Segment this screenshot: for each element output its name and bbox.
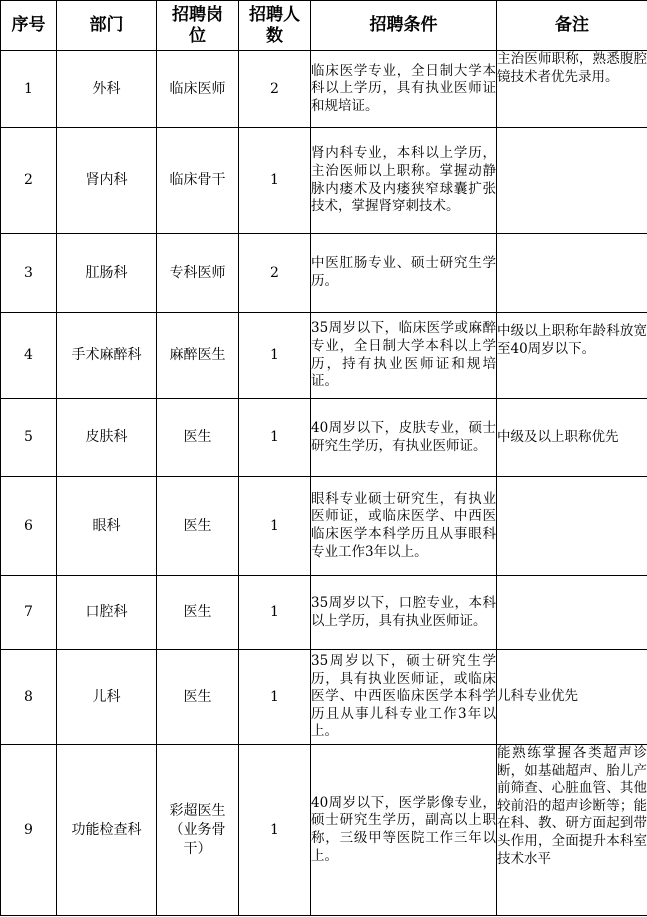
table-row bbox=[1, 745, 647, 916]
row-department: 儿科 bbox=[57, 650, 157, 745]
row-position: 医生 bbox=[157, 650, 239, 745]
row-requirements: 40周岁以下，医学影像专业，硕士研究生学历，副高以上职称，三级甲等医院工作三年以上。 bbox=[311, 745, 497, 916]
row-position: 医生 bbox=[157, 576, 239, 650]
row-index: 9 bbox=[1, 745, 57, 916]
table-row bbox=[1, 313, 647, 399]
row-index: 6 bbox=[1, 477, 57, 576]
table-row bbox=[1, 576, 647, 650]
row-requirements: 35周岁以下，临床医学或麻醉专业，全日制大学本科以上学历，持有执业医师证和规培证。 bbox=[311, 313, 497, 399]
row-notes: 主治医师职称，熟悉腹腔镜技术者优先录用。 bbox=[497, 51, 647, 128]
row-requirements: 35周岁以下，硕士研究生学历，具有执业医师证，或临床医学、中西医临床医学本科学历且从事儿科专业工作3年以上。 bbox=[311, 650, 497, 745]
table-row bbox=[1, 234, 647, 313]
row-count: 1 bbox=[239, 650, 311, 745]
row-requirements: 眼科专业硕士研究生，有执业医师证，或临床医学、中西医临床医学本科学历且从事眼科专业工作3年以上。 bbox=[311, 477, 497, 576]
row-notes bbox=[497, 576, 647, 650]
row-index: 3 bbox=[1, 234, 57, 313]
row-count: 1 bbox=[239, 313, 311, 399]
row-position: 专科医师 bbox=[157, 234, 239, 313]
row-count: 1 bbox=[239, 477, 311, 576]
header-position: 招聘岗位 bbox=[157, 1, 239, 51]
row-count: 2 bbox=[239, 234, 311, 313]
row-position: 彩超医生（业务骨干） bbox=[157, 745, 239, 916]
row-notes: 中级以上职称年龄科放宽至40周岁以下。 bbox=[497, 313, 647, 399]
row-index: 4 bbox=[1, 313, 57, 399]
row-count: 1 bbox=[239, 128, 311, 234]
header-count: 招聘人数 bbox=[239, 1, 311, 51]
row-notes bbox=[497, 477, 647, 576]
row-notes bbox=[497, 234, 647, 313]
row-department: 肛肠科 bbox=[57, 234, 157, 313]
row-count: 2 bbox=[239, 51, 311, 128]
row-department: 功能检查科 bbox=[57, 745, 157, 916]
table-row bbox=[1, 399, 647, 477]
row-count: 1 bbox=[239, 399, 311, 477]
header-row bbox=[1, 1, 647, 51]
row-requirements: 40周岁以下，皮肤专业，硕士研究生学历，有执业医师证。 bbox=[311, 399, 497, 477]
row-requirements: 临床医学专业，全日制大学本科以上学历，具有执业医师证和规培证。 bbox=[311, 51, 497, 128]
row-department: 手术麻醉科 bbox=[57, 313, 157, 399]
row-index: 5 bbox=[1, 399, 57, 477]
row-notes: 儿科专业优先 bbox=[497, 650, 647, 745]
header-index: 序号 bbox=[1, 1, 57, 51]
table-row bbox=[1, 128, 647, 234]
row-notes: 中级及以上职称优先 bbox=[497, 399, 647, 477]
row-index: 1 bbox=[1, 51, 57, 128]
row-position: 医生 bbox=[157, 477, 239, 576]
row-count: 1 bbox=[239, 576, 311, 650]
header-notes: 备注 bbox=[497, 1, 647, 51]
table-row bbox=[1, 477, 647, 576]
row-requirements: 35周岁以下，口腔专业，本科以上学历，具有执业医师证。 bbox=[311, 576, 497, 650]
header-requirements: 招聘条件 bbox=[311, 1, 497, 51]
row-requirements: 肾内科专业，本科以上学历，主治医师以上职称。掌握动静脉内瘘术及内瘘狭窄球囊扩张技术，掌握肾穿刺技术。 bbox=[311, 128, 497, 234]
row-department: 肾内科 bbox=[57, 128, 157, 234]
row-department: 外科 bbox=[57, 51, 157, 128]
row-requirements: 中医肛肠专业、硕士研究生学历。 bbox=[311, 234, 497, 313]
row-index: 7 bbox=[1, 576, 57, 650]
row-position: 麻醉医生 bbox=[157, 313, 239, 399]
row-index: 2 bbox=[1, 128, 57, 234]
row-index: 8 bbox=[1, 650, 57, 745]
table-row bbox=[1, 51, 647, 128]
row-notes: 能熟练掌握各类超声诊断，如基础超声、胎儿产前筛查、心脏血管、其他较前沿的超声诊断等；能在科、教、研方面起到带头作用，全面提升本科室技术水平 bbox=[497, 745, 647, 916]
row-department: 皮肤科 bbox=[57, 399, 157, 477]
row-notes bbox=[497, 128, 647, 234]
table-row bbox=[1, 650, 647, 745]
row-department: 口腔科 bbox=[57, 576, 157, 650]
row-position: 医生 bbox=[157, 399, 239, 477]
row-position: 临床骨干 bbox=[157, 128, 239, 234]
row-position: 临床医师 bbox=[157, 51, 239, 128]
header-department: 部门 bbox=[57, 1, 157, 51]
row-department: 眼科 bbox=[57, 477, 157, 576]
row-count: 1 bbox=[239, 745, 311, 916]
